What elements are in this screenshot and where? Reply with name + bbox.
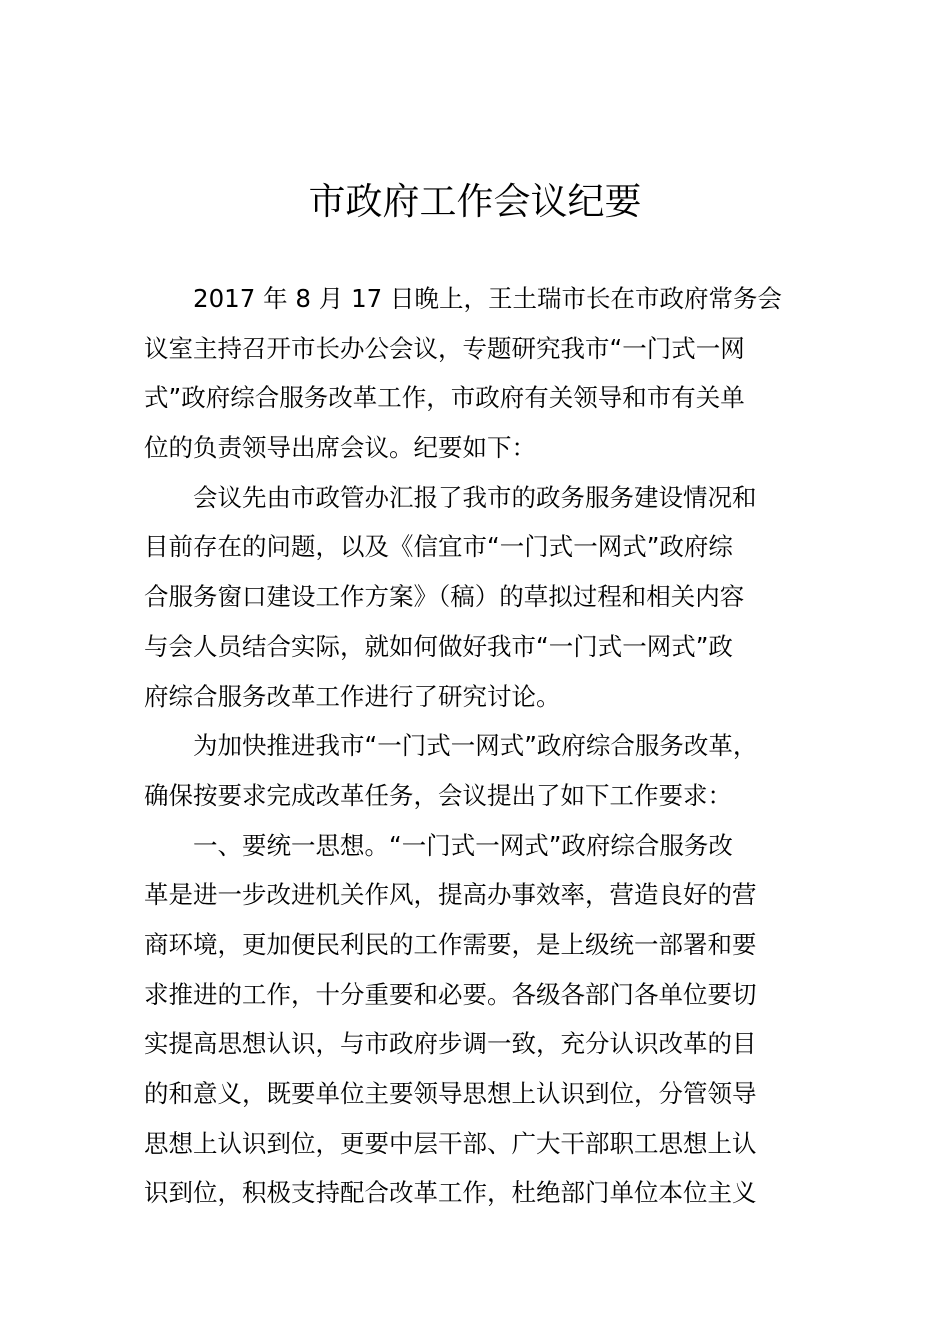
text-line: 革是进一步改进机关作风，提高办事效率，营造良好的营 (144, 880, 757, 910)
text-line: 式”政府综合服务改革工作，市政府有关领导和市有关单 (144, 383, 745, 413)
text-line: 与会人员结合实际，就如何做好我市“一门式一网式”政 (144, 631, 733, 661)
text-line: 实提高思想认识，与市政府步调一致，充分认识改革的目 (144, 1029, 757, 1059)
text-line: 会议先由市政管办汇报了我市的政务服务建设情况和 (193, 482, 757, 512)
text-line: 的和意义，既要单位主要领导思想上认识到位，分管领导 (144, 1079, 757, 1108)
text-line: 确保按要求完成改革任务，会议提出了如下工作要求： (144, 780, 732, 810)
text-line: 目前存在的问题，以及《信宜市“一门式一网式”政府综 (144, 532, 733, 562)
paragraph-1 (144, 274, 844, 473)
text-line: 识到位，积极支持配合改革工作，杜绝部门单位本位主义 (144, 1178, 757, 1208)
text-line: 议室主持召开市长办公会议，专题研究我市“一门式一网 (144, 333, 745, 363)
text-line: 求推进的工作，十分重要和必要。各级各部门各单位要切 (144, 979, 757, 1009)
text-line: 2017 年 8 月 17 日晚上，王土瑞市长在市政府常务会 (193, 284, 783, 313)
paragraph-2 (144, 473, 844, 721)
text-line: 为加快推进我市“一门式一网式”政府综合服务改革， (193, 731, 758, 761)
text-line: 府综合服务改革工作进行了研究讨论。 (144, 681, 561, 711)
paragraph-4 (144, 821, 844, 1219)
text-line: 合服务窗口建设工作方案》（稿）的草拟过程和相关内容 (144, 582, 745, 612)
text-line: 思想上认识到位，更要中层干部、广大干部职工思想上认 (144, 1128, 757, 1158)
document-body (144, 274, 844, 1218)
text-line: 商环境，更加便民利民的工作需要，是上级统一部署和要 (144, 929, 757, 959)
document-title: 市政府工作会议纪要 (308, 180, 642, 223)
text-line: 一、要统一思想。“一门式一网式”政府综合服务改 (193, 830, 733, 860)
text-line: 位的负责领导出席会议。纪要如下： (144, 433, 536, 463)
paragraph-3 (144, 721, 844, 820)
